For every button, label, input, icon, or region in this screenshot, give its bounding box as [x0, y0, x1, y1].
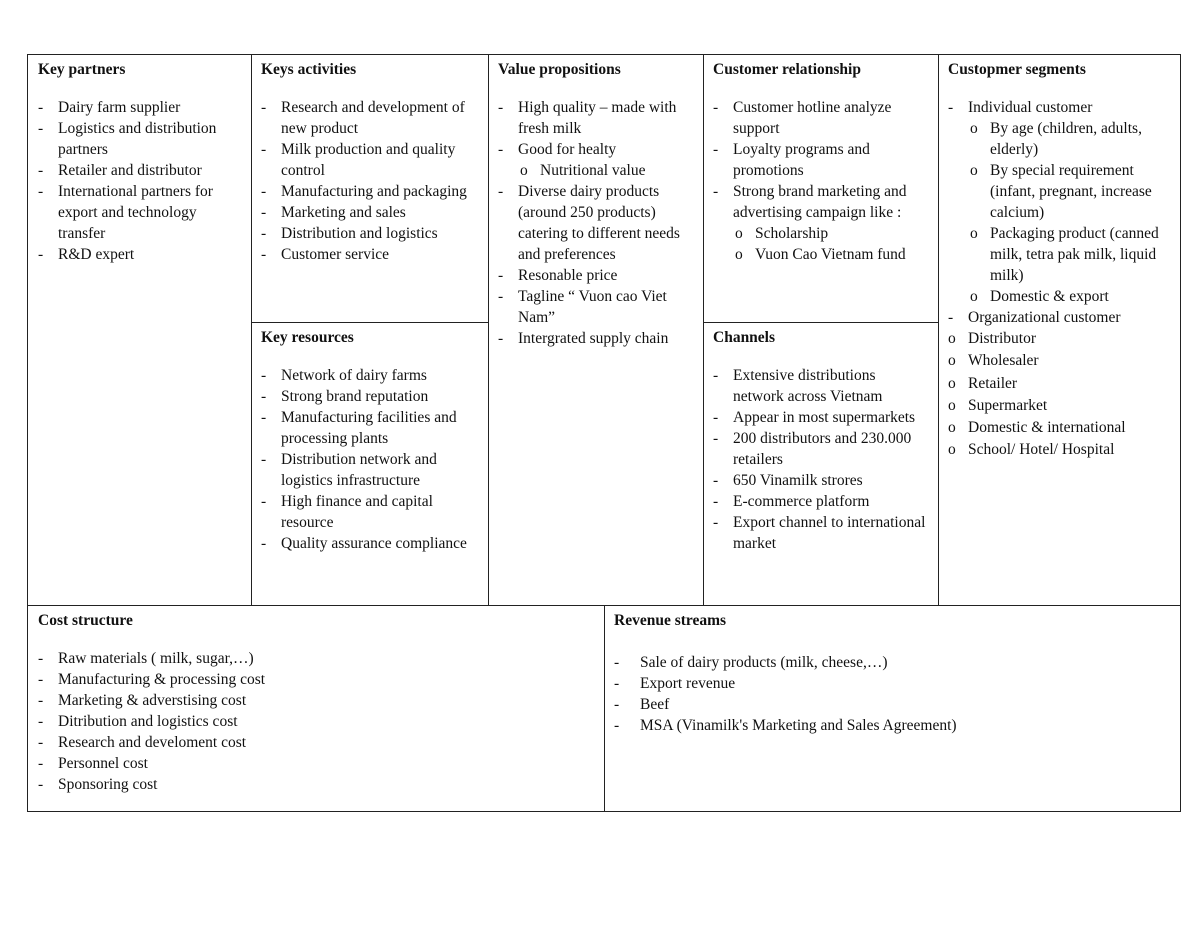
revenue-streams-list — [614, 652, 1172, 736]
list-item: - Loyalty programs and promotions — [713, 139, 930, 181]
list-item: - Tagline “ Vuon cao Viet Nam” — [498, 286, 695, 328]
sub-list-item: o Distributor — [948, 328, 1172, 350]
business-model-canvas — [27, 54, 1181, 812]
cost-structure-block — [28, 606, 604, 795]
list-item: - Extensive distributions network across Vietnam — [713, 365, 930, 407]
list-item: - Manufacturing & processing cost — [38, 669, 596, 690]
list-item: - Export revenue — [614, 673, 1172, 694]
list-item: - Raw materials ( milk, sugar,…) — [38, 648, 596, 669]
list-item: - Manufacturing facilities and processing plants — [261, 407, 480, 449]
list-item: - MSA (Vinamilk's Marketing and Sales Agreement) — [614, 715, 1172, 736]
key-partners-title: Key partners — [38, 61, 126, 78]
customer-relationship-list — [713, 97, 930, 265]
list-item: - Network of dairy farms — [261, 365, 480, 386]
list-item: - Beef — [614, 694, 1172, 715]
list-item: - Export channel to international market — [713, 512, 930, 554]
customer-segments-block — [938, 55, 1180, 462]
list-item: - Quality assurance compliance — [261, 533, 480, 554]
list-item: - Logistics and distribution partners — [38, 118, 243, 160]
key-resources-block — [251, 323, 488, 554]
customer-segments-title: Custopmer segments — [948, 61, 1086, 78]
sub-list-item: o By age (children, adults, elderly) — [970, 118, 1172, 160]
list-item: - Research and develoment cost — [38, 732, 596, 753]
list-item: - Diverse dairy products (around 250 products) catering to different needs and preferences — [498, 181, 695, 265]
customer-segments-list — [948, 97, 1172, 462]
list-item: - Strong brand marketing and advertising campaign like : o Scholarship o Vuon Cao Vietnam fund — [713, 181, 930, 265]
key-partners-block — [28, 55, 251, 265]
list-item: - Dairy farm supplier — [38, 97, 243, 118]
sub-list-item: o Vuon Cao Vietnam fund — [735, 244, 930, 265]
value-propositions-block — [488, 55, 703, 349]
sub-list-item: o Supermarket — [948, 395, 1172, 417]
list-item: - Distribution and logistics — [261, 223, 480, 244]
list-item: - Good for healty o Nutritional value — [498, 139, 695, 181]
list-item: - Sponsoring cost — [38, 774, 596, 795]
list-item: - Research and development of new product — [261, 97, 480, 139]
list-item: - Manufacturing and packaging — [261, 181, 480, 202]
list-item: - Resonable price — [498, 265, 695, 286]
key-partners-list — [38, 97, 243, 265]
value-propositions-list — [498, 97, 695, 349]
customer-relationship-title: Customer relationship — [713, 61, 861, 78]
sub-list-item: o Scholarship — [735, 223, 930, 244]
key-resources-list — [261, 365, 480, 554]
list-item: - Marketing and sales — [261, 202, 480, 223]
list-item: - Personnel cost — [38, 753, 596, 774]
sub-list-item: o Domestic & export — [970, 286, 1172, 307]
key-activities-list — [261, 97, 480, 265]
channels-block — [703, 323, 938, 554]
sub-list-item: o Wholesaler — [948, 350, 1172, 372]
sub-list-item: o Retailer — [948, 373, 1172, 395]
channels-list — [713, 365, 930, 554]
list-item: - Organizational customer o Distributor o Wholesaler o Retailer o Supermarket o Domestic & international o School/ Hotel/ Hospital — [948, 307, 1172, 462]
sub-list-item: o Packaging product (canned milk, tetra pak milk, liquid milk) — [970, 223, 1172, 286]
list-item: - Milk production and quality control — [261, 139, 480, 181]
list-item: - E-commerce platform — [713, 491, 930, 512]
list-item: - 200 distributors and 230.000 retailers — [713, 428, 930, 470]
value-propositions-title: Value propositions — [498, 61, 621, 78]
cost-structure-list — [38, 648, 596, 795]
list-item: - Customer service — [261, 244, 480, 265]
list-item: - Intergrated supply chain — [498, 328, 695, 349]
list-item: - Retailer and distributor — [38, 160, 243, 181]
revenue-streams-title: Revenue streams — [614, 612, 727, 629]
list-item: - 650 Vinamilk strores — [713, 470, 930, 491]
sub-list-item: o Domestic & international — [948, 417, 1172, 439]
list-item: - Marketing & adverstising cost — [38, 690, 596, 711]
cost-structure-title: Cost structure — [38, 612, 133, 629]
list-item: - Distribution network and logistics infrastructure — [261, 449, 480, 491]
revenue-streams-block — [604, 606, 1180, 736]
customer-relationship-block — [703, 55, 938, 265]
key-activities-title: Keys activities — [261, 61, 357, 78]
list-item: - Individual customer o By age (children, adults, elderly) o By special requirement (infant, pregnant, increase calcium) o Packaging product (canned milk, tetra pak milk, liquid milk) o Domestic & export — [948, 97, 1172, 307]
sub-list-item: o Nutritional value — [520, 160, 695, 181]
channels-title: Channels — [713, 329, 776, 346]
list-item: - Customer hotline analyze support — [713, 97, 930, 139]
list-item: - Sale of dairy products (milk, cheese,…) — [614, 652, 1172, 673]
list-item: - Strong brand reputation — [261, 386, 480, 407]
list-item: - Appear in most supermarkets — [713, 407, 930, 428]
list-item: - Ditribution and logistics cost — [38, 711, 596, 732]
key-activities-block — [251, 55, 488, 265]
list-item: - R&D expert — [38, 244, 243, 265]
list-item: - International partners for export and technology transfer — [38, 181, 243, 244]
list-item: - High quality – made with fresh milk — [498, 97, 695, 139]
list-item: - High finance and capital resource — [261, 491, 480, 533]
key-resources-title: Key resources — [261, 329, 354, 346]
sub-list-item: o By special requirement (infant, pregnant, increase calcium) — [970, 160, 1172, 223]
sub-list-item: o School/ Hotel/ Hospital — [948, 439, 1172, 461]
